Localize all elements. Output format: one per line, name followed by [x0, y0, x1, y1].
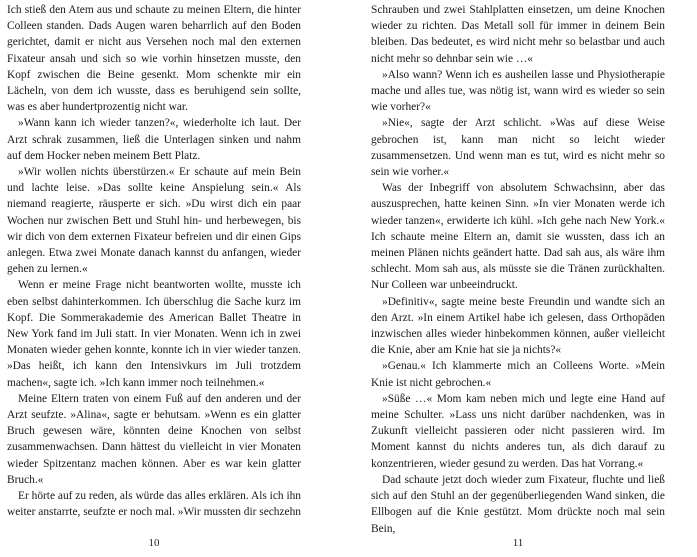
paragraph: Wenn er meine Frage nicht beantworten wollte, musste ich eben selbst dahinterkommen. Ich überschlug die Sache kurz im Kopf. Die Sommerakademie des American Ballet Theatre in New York fand im Juli statt. In vier Monaten. Wenn ich in zwei Monaten wieder gehen konnte, konnte ich in vier wieder tanzen. »Das heißt, ich kann den Intensivkurs im Juli trotzdem machen«, sagte ich. »Ich kann immer noch teilnehmen.« [7, 279, 301, 389]
paragraph: Ich stieß den Atem aus und schaute zu meinen Eltern, die hinter Colleen standen. Dads Augen waren beharrlich auf den Boden gerichtet, damit er nicht aus Versehen noch mal den externen Fixateur ansah und sich so wie vorhin hinsetzen musste, den Kopf zwischen die Beine gesenkt. Mom schenkte mir ein Lächeln, von dem ich wusste, dass es beruhigend sein sollte, was es aber hundertprozentig nicht war. [7, 4, 301, 114]
paragraph: Dad schaute jetzt doch wieder zum Fixateur, fluchte und ließ sich auf den Stuhl an der gegenüberliegenden Wand sinken, die Ellbogen auf die Knie gestützt. Mom drückte noch mal sein Bein, [371, 473, 665, 535]
paragraph: »Genau.« Ich klammerte mich an Colleens Worte. »Mein Knie ist nicht gebrochen.« [371, 360, 665, 389]
paragraph: »Wann kann ich wieder tanzen?«, wiederholte ich laut. Der Arzt schrak zusammen, ließ die Unterlagen sinken und nahm auf dem Hocker neben meinem Bett Platz. [7, 117, 301, 162]
paragraph: »Süße …« Mom kam neben mich und legte eine Hand auf meine Schulter. »Lass uns nicht darüber nachdenken, was in Zukunft vielleicht passieren oder nicht passieren wird. Im Moment kannst du nichts anderes tun, als dich darauf zu konzentrieren, wieder gesund zu werden. Das hat Vorrang.« [371, 392, 665, 470]
paragraph: »Definitiv«, sagte meine beste Freundin und wandte sich an den Arzt. »In einem Artikel habe ich gelesen, dass Orthopäden inzwischen alles wieder hinbekommen können, außer vielleicht die Knie, aber am Knie hat sie ja nichts?« [371, 295, 665, 357]
left-page [7, 2, 301, 521]
page-number-right: 11 [512, 537, 524, 549]
paragraph: »Wir wollen nichts überstürzen.« Er schaute auf mein Bein und lachte leise. »Das sollte keine Anspielung sein.« Als niemand reagierte, räusperte er sich. »Du wirst dich ein paar Wochen nur zwischen Bett und Stuhl hin- und herbewegen, bis wir dich von dem externen Fixateur befreien und dir einen Gips anlegen. Etwa zwei Monate danach kannst du anfangen, wieder gehen zu lernen.« [7, 166, 301, 276]
paragraph: Meine Eltern traten von einem Fuß auf den anderen und der Arzt seufzte. »Alina«, sagte er behutsam. »Wenn es ein glatter Bruch gewesen wäre, könnten deine Knochen von selbst zusammenwachsen. Dann hättest du vielleicht in vier Monaten wieder Spitzentanz machen können. Aber es war kein glatter Bruch.« [7, 392, 301, 486]
page-number-left: 10 [148, 537, 160, 549]
right-page [371, 2, 665, 537]
paragraph: »Nie«, sagte der Arzt schlicht. »Was auf diese Weise gebrochen ist, kann man nicht so leicht wieder zusammensetzen. Und wenn man es tut, wird es nicht mehr so sein wie vorher.« [371, 117, 665, 179]
paragraph: »Also wann? Wenn ich es ausheilen lasse und Physiotherapie mache und alles tue, was nötig ist, wann wird es wieder so sein wie vorher?« [371, 68, 665, 114]
paragraph: Schrauben und zwei Stahlplatten einsetzen, um deine Knochen wieder zu richten. Das Metall soll für immer in deinem Bein bleiben. Das bedeutet, es wird nicht mehr so belastbar und auch nicht mehr so dehnbar sein wie …« [371, 4, 665, 65]
paragraph: Er hörte auf zu reden, als würde das alles erklären. Als ich ihn weiter anstarrte, seufzte er noch mal. »Wir mussten dir sechzehn [7, 490, 301, 519]
paragraph: Was der Inbegriff von absolutem Schwachsinn, aber das auszusprechen, hatte keinen Sinn. »In vier Monaten werde ich wieder tanzen«, erwiderte ich kühl. »Ich gehe nach New York.« Ich schaute meine Eltern an, damit sie wussten, dass ich an meinen Plänen nichts geändert hatte. Dad sah aus, als wäre ihm schlecht. Mom sah aus, als müsste sie die Tränen zurückhalten. Nur Colleen war unbeeindruckt. [371, 182, 665, 292]
